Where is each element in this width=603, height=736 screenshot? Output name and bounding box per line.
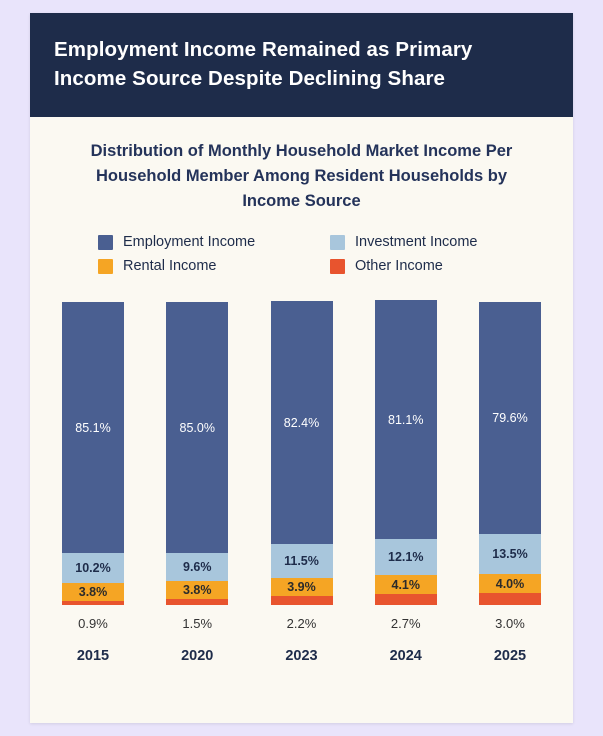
bar-segment-employment-2025 <box>479 302 541 534</box>
bar-label-other-2025: 3.0% <box>495 616 525 632</box>
bar-segment-investment-2023 <box>271 544 333 578</box>
legend-swatch-other-income <box>330 259 345 274</box>
bar-segment-employment-2020 <box>166 302 228 553</box>
chart-area <box>30 117 573 696</box>
bar-label-investment-2025: 13.5% <box>492 547 528 562</box>
chart-card <box>30 13 573 723</box>
bar-column-2025 <box>479 296 541 631</box>
x-axis-labels <box>50 648 553 664</box>
bar-segment-other-2023 <box>271 596 333 605</box>
bar-label-investment-2024: 12.1% <box>388 550 424 565</box>
legend-swatch-investment-income <box>330 235 345 250</box>
x-axis-label-2020: 2020 <box>181 648 214 665</box>
bar-column-2020 <box>166 296 228 631</box>
bar-segment-investment-2020 <box>166 553 228 581</box>
legend-item-other-income <box>330 258 443 274</box>
bar-label-employment-2025: 79.6% <box>492 411 528 426</box>
bar-label-rental-2024: 4.1% <box>391 577 420 592</box>
bar-segment-employment-2024 <box>375 300 437 539</box>
bar-label-rental-2015: 3.8% <box>78 585 108 600</box>
bar-label-other-2015: 0.9% <box>78 616 108 632</box>
x-axis-label-2023: 2023 <box>285 648 318 665</box>
legend-swatch-rental-income <box>98 259 113 274</box>
legend-row-2 <box>98 258 505 274</box>
bar-label-investment-2023: 11.5% <box>284 554 319 569</box>
bar-label-employment-2024: 81.1% <box>388 412 424 427</box>
x-axis-label-2024: 2024 <box>389 648 422 665</box>
bar-segment-investment-2024 <box>375 539 437 575</box>
bar-label-employment-2023: 82.4% <box>283 415 320 430</box>
chart-plot <box>50 296 553 696</box>
legend-row-1 <box>98 234 505 250</box>
bar-label-investment-2015: 10.2% <box>75 561 111 576</box>
bar-label-employment-2015: 85.1% <box>75 420 111 435</box>
bar-segment-other-2015 <box>62 601 124 605</box>
legend-label-employment-income: Employment Income <box>123 234 256 251</box>
bar-segment-employment-2023 <box>271 301 333 544</box>
bar-column-2015 <box>62 296 124 631</box>
header-banner <box>30 13 573 117</box>
bar-segment-rental-2023 <box>271 578 333 596</box>
bar-segment-investment-2025 <box>479 534 541 574</box>
legend-item-rental-income <box>98 258 330 274</box>
bar-label-rental-2025: 4.0% <box>495 576 525 591</box>
bar-segment-investment-2015 <box>62 553 124 583</box>
bar-column-2024 <box>375 296 437 631</box>
bar-segment-other-2025 <box>479 593 541 605</box>
bar-segment-other-2020 <box>166 599 228 605</box>
chart-subtitle: Distribution of Monthly Household Market Income Per Household Member Among Resident Households by Income Source <box>90 142 513 211</box>
bar-label-other-2023: 2.2% <box>286 616 317 632</box>
legend-item-investment-income <box>330 234 478 250</box>
bar-column-2023 <box>271 296 333 631</box>
legend-label-investment-income: Investment Income <box>355 234 478 251</box>
stacked-bars <box>50 296 553 631</box>
bar-label-employment-2020: 85.0% <box>179 420 215 435</box>
bar-segment-rental-2025 <box>479 574 541 593</box>
bar-label-other-2024: 2.7% <box>390 616 421 632</box>
x-axis-label-2015: 2015 <box>76 648 110 665</box>
bar-segment-rental-2015 <box>62 583 124 601</box>
bar-label-investment-2020: 9.6% <box>183 560 212 575</box>
bar-label-other-2020: 1.5% <box>182 616 213 632</box>
legend-label-other-income: Other Income <box>355 258 443 275</box>
legend-item-employment-income <box>98 234 330 250</box>
bar-segment-employment-2015 <box>62 302 124 553</box>
x-axis-label-2025: 2025 <box>493 648 527 665</box>
bar-label-rental-2023: 3.9% <box>287 580 316 595</box>
bar-label-rental-2020: 3.8% <box>183 583 212 598</box>
legend-label-rental-income: Rental Income <box>123 258 217 275</box>
bar-segment-rental-2024 <box>375 575 437 594</box>
legend-swatch-employment-income <box>98 235 113 250</box>
chart-legend <box>50 234 553 282</box>
bar-segment-rental-2020 <box>166 581 228 599</box>
header-title: Employment Income Remained as Primary Income Source Despite Declining Share <box>54 38 473 91</box>
bar-segment-other-2024 <box>375 594 437 605</box>
